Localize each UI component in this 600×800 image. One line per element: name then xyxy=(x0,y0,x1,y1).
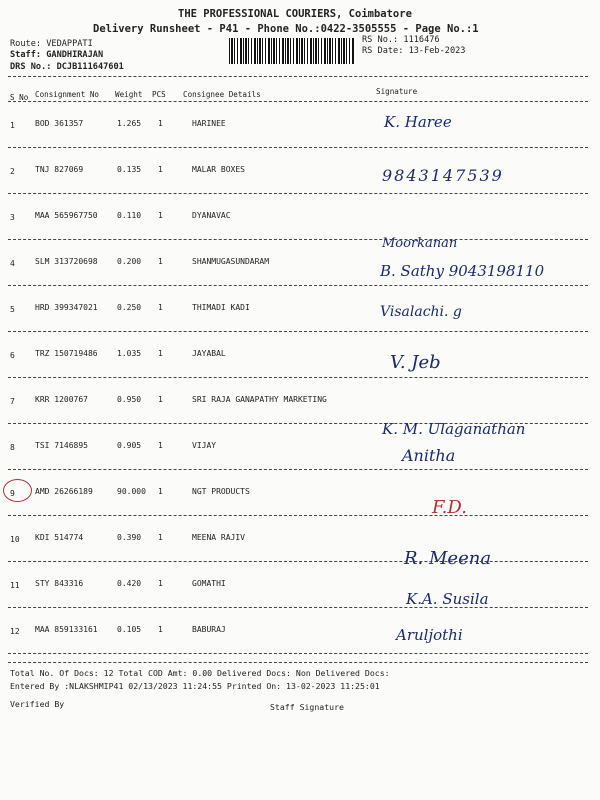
row-pcs: 1 xyxy=(158,533,163,542)
row-weight: 0.420 xyxy=(117,579,142,588)
row-divider xyxy=(8,561,588,562)
row-sno: 7 xyxy=(10,397,15,406)
row-consignee: DYANAVAC xyxy=(192,211,231,220)
row-sno: 3 xyxy=(10,213,15,222)
row-weight: 0.905 xyxy=(117,441,142,450)
row-consignee: MEENA RAJIV xyxy=(192,533,245,542)
row-pcs: 1 xyxy=(158,625,163,634)
row-pcs: 1 xyxy=(158,487,163,496)
row-consignment: KDI 514774 xyxy=(35,533,84,542)
handwritten-signature: K.A. Susila xyxy=(406,590,489,608)
handwritten-signature: F.D. xyxy=(432,497,467,518)
row-consignment: SLM 313720698 xyxy=(35,257,98,266)
row-pcs: 1 xyxy=(158,579,163,588)
circle-mark xyxy=(3,479,32,502)
row-pcs: 1 xyxy=(158,395,163,404)
row-pcs: 1 xyxy=(158,349,163,358)
row-divider xyxy=(8,515,588,516)
col-pcs: PCS xyxy=(152,90,166,99)
row-consignee: GOMATHI xyxy=(192,579,226,588)
row-consignee: JAYABAL xyxy=(192,349,226,358)
row-divider xyxy=(8,607,588,608)
row-divider xyxy=(8,377,588,378)
row-divider xyxy=(8,193,588,194)
row-pcs: 1 xyxy=(158,441,163,450)
row-consignment: HRD 399347021 xyxy=(35,303,98,312)
row-divider xyxy=(8,331,588,332)
divider xyxy=(8,76,588,77)
row-consignment: AMD 26266189 xyxy=(35,487,93,496)
row-weight: 0.390 xyxy=(117,533,142,542)
row-consignee: HARINEE xyxy=(192,119,226,128)
row-consignee: THIMADI KADI xyxy=(192,303,250,312)
drs-number: DRS No.: DCJB111647601 xyxy=(10,62,124,72)
row-consignment: TSI 7146895 xyxy=(35,441,88,450)
row-sno: 1 xyxy=(10,121,15,130)
handwritten-signature: K. Haree xyxy=(384,113,452,131)
row-divider xyxy=(8,285,588,286)
staff: Staff: GANDHIRAJAN xyxy=(10,50,104,60)
row-consignment: TNJ 827069 xyxy=(35,165,84,174)
row-divider xyxy=(8,653,588,654)
row-pcs: 1 xyxy=(158,211,163,220)
col-weight: Weight xyxy=(115,90,143,99)
route: Route: VEDAPPATI xyxy=(10,39,93,49)
row-divider xyxy=(8,469,588,470)
row-consignment: MAA 859133161 xyxy=(35,625,98,634)
row-weight: 0.135 xyxy=(117,165,142,174)
row-sno: 10 xyxy=(10,535,20,544)
row-weight: 0.950 xyxy=(117,395,142,404)
handwritten-signature: V. Jeb xyxy=(390,352,441,373)
row-consignment: MAA 565967750 xyxy=(35,211,98,220)
handwritten-signature: B. Sathy 9043198110 xyxy=(380,262,545,280)
handwritten-signature: R. Meena xyxy=(404,548,492,569)
row-weight: 1.265 xyxy=(117,119,142,128)
row-weight: 0.250 xyxy=(117,303,142,312)
row-consignment: STY 843316 xyxy=(35,579,84,588)
handwriting-row7: K. M. Ulaganathan xyxy=(382,420,526,438)
row-consignee: BABURAJ xyxy=(192,625,226,634)
row-sno: 6 xyxy=(10,351,15,360)
rs-date: RS Date: 13-Feb-2023 xyxy=(362,46,466,56)
row-consignee: SRI RAJA GANAPATHY MARKETING xyxy=(192,395,327,404)
row-consignment: KRR 1200767 xyxy=(35,395,88,404)
barcode xyxy=(229,38,355,64)
divider xyxy=(8,662,588,663)
row-pcs: 1 xyxy=(158,165,163,174)
row-sno: 12 xyxy=(10,627,20,636)
row-divider xyxy=(8,147,588,148)
row-consignee: MALAR BOXES xyxy=(192,165,245,174)
handwritten-signature: Visalachi. g xyxy=(380,304,462,320)
row-weight: 90.000 xyxy=(117,487,146,496)
verified-by: Verified By xyxy=(10,699,65,709)
row-consignment: BOD 361357 xyxy=(35,119,84,128)
row-sno: 2 xyxy=(10,167,15,176)
row-weight: 1.035 xyxy=(117,349,142,358)
row-sno: 8 xyxy=(10,443,15,452)
runsheet-title: Delivery Runsheet - P41 - Phone No.:0422-3505555 - Page No.:1 xyxy=(93,23,479,35)
row-weight: 0.105 xyxy=(117,625,142,634)
row-pcs: 1 xyxy=(158,119,163,128)
row-sno: 11 xyxy=(10,581,20,590)
row-consignee: NGT PRODUCTS xyxy=(192,487,250,496)
handwriting-row3: Moorkanan xyxy=(382,236,458,251)
divider xyxy=(8,101,588,102)
rs-number: RS No.: 1116476 xyxy=(362,35,440,45)
handwritten-signature: Anitha xyxy=(402,446,456,465)
col-signature: Signature xyxy=(376,87,418,96)
company-name: THE PROFESSIONAL COURIERS, Coimbatore xyxy=(178,8,412,20)
row-consignee: SHANMUGASUNDARAM xyxy=(192,257,270,266)
col-consignee: Consignee Details xyxy=(183,90,261,99)
row-consignment: TRZ 150719486 xyxy=(35,349,98,358)
row-weight: 0.200 xyxy=(117,257,142,266)
row-divider xyxy=(8,239,588,240)
row-sno: 4 xyxy=(10,259,15,268)
row-consignee: VIJAY xyxy=(192,441,217,450)
row-sno: 5 xyxy=(10,305,15,314)
col-sno: S No xyxy=(10,93,29,102)
staff-signature-label: Staff Signature xyxy=(270,702,344,712)
totals-line: Total No. Of Docs: 12 Total COD Amt: 0.00 Delivered Docs: Non Delivered Docs: xyxy=(10,668,390,678)
row-sno: 9 xyxy=(10,489,15,498)
row-weight: 0.110 xyxy=(117,211,142,220)
row-pcs: 1 xyxy=(158,257,163,266)
row-pcs: 1 xyxy=(158,303,163,312)
handwritten-signature: Aruljothi xyxy=(396,626,463,644)
col-consignment: Consignment No xyxy=(35,90,100,99)
handwritten-signature: 9843147539 xyxy=(382,166,504,185)
entered-by: Entered By :NLAKSHMIP41 02/13/2023 11:24:55 Printed On: 13-02-2023 11:25:01 xyxy=(10,681,380,691)
